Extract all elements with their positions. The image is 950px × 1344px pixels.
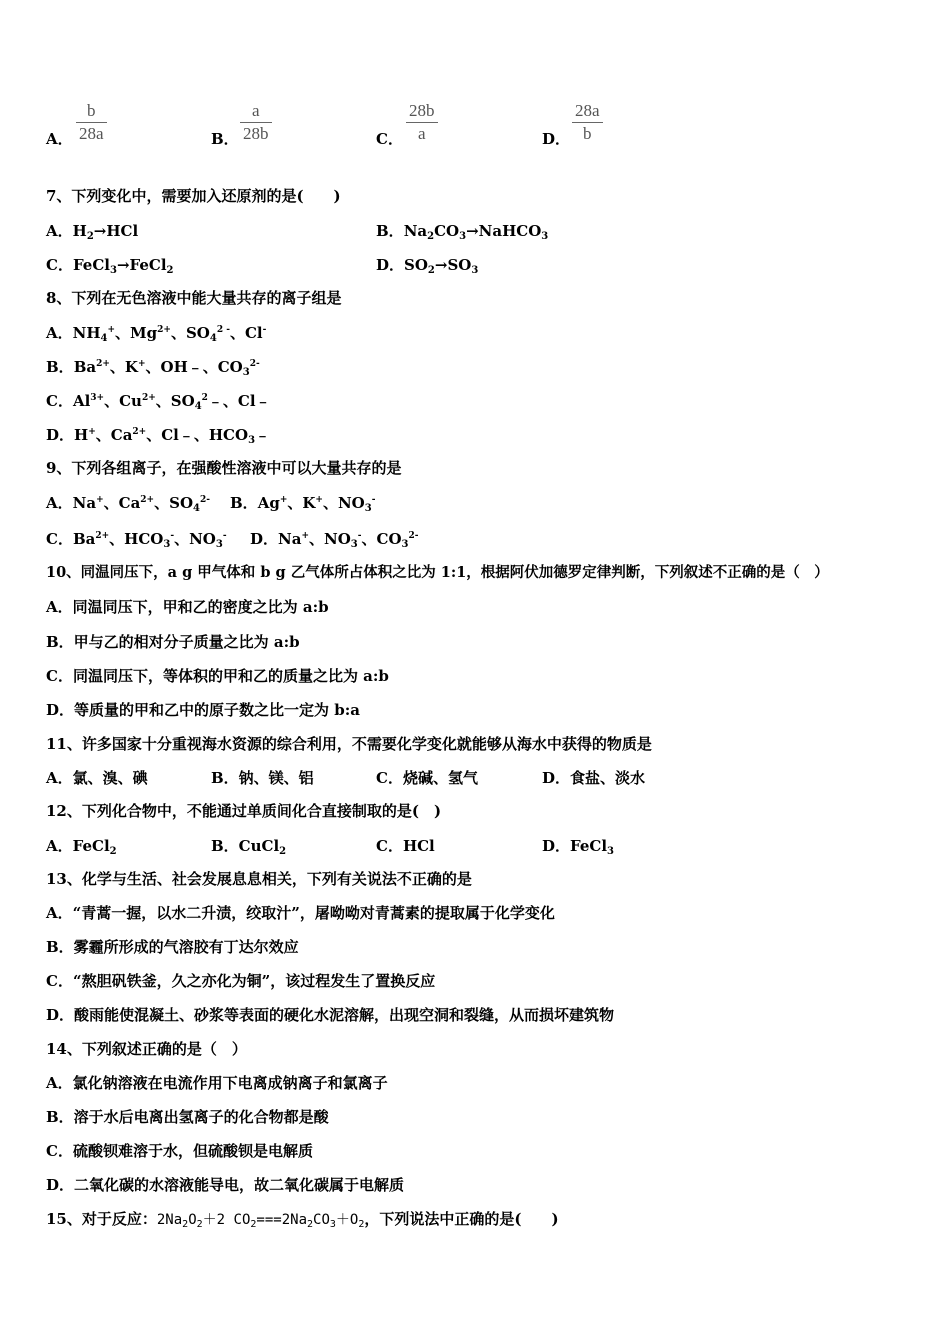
option-label: C．: [46, 530, 73, 548]
option-label: B．: [46, 358, 74, 376]
q6-b-denominator: 28b: [243, 124, 269, 143]
superscript: +: [107, 325, 116, 335]
subscript: 2: [109, 846, 117, 857]
option-label: B．: [230, 494, 258, 512]
subscript: 4: [194, 401, 202, 412]
option-label: A．: [46, 324, 73, 342]
q15-equation: [157, 1212, 365, 1228]
subscript: 3: [459, 231, 467, 242]
q14-stem: 14、下列叙述正确的是（ ）: [46, 1040, 247, 1058]
q6-d-denominator: b: [583, 124, 592, 143]
q8-stem: 8、下列在无色溶液中能大量共存的离子组是: [46, 289, 342, 307]
q6-d-numerator: 28a: [575, 101, 600, 120]
formula-part: Na: [72, 494, 97, 512]
superscript: -: [262, 325, 267, 335]
superscript: 2-: [249, 359, 260, 369]
q6-a-numerator: b: [87, 101, 96, 120]
superscript: +: [96, 495, 104, 505]
subscript: 3: [215, 539, 223, 550]
formula-part: 、HCO: [109, 530, 164, 548]
formula-part: ===2Na: [256, 1212, 307, 1228]
formula-part: 、Ca: [95, 426, 133, 444]
q14-option-c: C．硫酸钡难溶于水，但硫酸钡是电解质: [46, 1142, 313, 1160]
subscript: 3: [541, 231, 549, 242]
superscript: 2+: [141, 393, 156, 403]
formula-part: CO: [313, 1212, 330, 1228]
formula-part: 、NO: [174, 530, 216, 548]
q11-stem: 11、许多国家十分重视海水资源的综合利用，不需要化学变化就能够从海水中获得的物质是: [46, 735, 652, 753]
q11-option-c: C．烧碱、氢气: [376, 769, 478, 787]
formula-part: Ag: [257, 494, 280, 512]
superscript: 2+: [140, 495, 155, 505]
q8-option-a: [46, 322, 266, 343]
formula-part: →NaHCO: [466, 222, 542, 240]
q9-option-b: [230, 492, 375, 513]
q14-option-b: B．溶于水后电离出氢离子的化合物都是酸: [46, 1108, 329, 1126]
q13-option-a: A．“青蒿一握，以水二升渍，绞取汁”，屠呦呦对青蒿素的提取属于化学变化: [46, 904, 555, 922]
subscript: 3: [607, 846, 614, 857]
q11-option-b: B．钠、镁、铝: [211, 769, 314, 787]
q6-option-d-label: D．: [542, 130, 571, 148]
formula-part: 、NO: [322, 494, 365, 512]
option-label: D．: [250, 530, 279, 548]
q10-option-d: D．等质量的甲和乙中的原子数之比一定为 b:a: [46, 701, 360, 719]
superscript: 2+: [132, 427, 147, 437]
q6-option-a-fraction: [76, 100, 107, 145]
formula-part: Al: [72, 392, 91, 410]
q9-option-a: [46, 492, 210, 513]
subscript: 3: [401, 539, 409, 550]
superscript: +: [301, 531, 309, 541]
superscript: +: [88, 427, 96, 437]
q14-option-d: D．二氧化碳的水溶液能导电，故二氧化碳属于电解质: [46, 1176, 405, 1194]
subscript: 2: [427, 231, 435, 242]
formula-part: FeCl: [72, 256, 110, 274]
option-label: D．: [376, 256, 405, 274]
superscript: +: [279, 495, 288, 505]
q10-option-a: A．同温同压下，甲和乙的密度之比为 a:b: [46, 598, 329, 616]
q7-option-c: [46, 254, 173, 275]
q7-stem: 7、下列变化中，需要加入还原剂的是( ): [46, 187, 341, 205]
q13-stem: 13、化学与生活、社会发展息息相关，下列有关说法不正确的是: [46, 870, 472, 888]
subscript: 3: [248, 435, 256, 446]
q14-option-a: A．氯化钠溶液在电流作用下电离成钠离子和氯离子: [46, 1074, 388, 1092]
q11-option-d: D．食盐、淡水: [542, 769, 646, 787]
formula-part: 、SO: [154, 494, 194, 512]
subscript: 2: [427, 265, 435, 276]
q9-option-c: [46, 528, 227, 549]
q9-option-d: [250, 528, 418, 549]
q6-b-numerator: a: [251, 101, 260, 120]
q12-option-d: [542, 835, 614, 856]
formula-part: Na: [278, 530, 302, 548]
option-label: B．: [376, 222, 404, 240]
subscript: 2: [182, 1219, 189, 1230]
formula-part: 、K: [287, 494, 316, 512]
formula-part: 、K: [109, 358, 138, 376]
superscript: 2: [201, 393, 208, 403]
formula-part: NH: [72, 324, 101, 342]
q12-option-a: [46, 835, 117, 856]
subscript: 4: [100, 333, 108, 344]
q9-stem: 9、下列各组离子，在强酸性溶液中可以大量共存的是: [46, 459, 402, 477]
superscript: -: [170, 531, 175, 541]
subscript: 2: [358, 1219, 365, 1230]
subscript: 4: [209, 333, 217, 344]
q8-option-d: [46, 424, 270, 445]
subscript: 3: [109, 265, 117, 276]
option-label: A．: [46, 222, 73, 240]
subscript: 2: [307, 1219, 314, 1230]
subscript: 3: [471, 265, 479, 276]
superscript: 2-: [199, 495, 210, 505]
formula-part: ＋2 CO: [202, 1212, 251, 1228]
formula-part: CO: [434, 222, 460, 240]
q6-option-a-label: A．: [46, 130, 73, 148]
q12-option-b: [211, 835, 286, 856]
formula-part: Na: [403, 222, 428, 240]
option-label: A．: [46, 494, 73, 512]
subscript: 3: [163, 539, 171, 550]
q7-option-a: [46, 220, 138, 241]
formula-part: →SO: [434, 256, 472, 274]
superscript: +: [137, 359, 146, 369]
q6-c-denominator: a: [417, 124, 426, 143]
superscript: 2+: [95, 531, 110, 541]
formula-part: →FeCl: [116, 256, 167, 274]
subscript: 3: [242, 367, 250, 378]
q13-option-b: B．雾霾所形成的气溶胶有丁达尔效应: [46, 938, 299, 956]
formula-part: B．CuCl: [211, 837, 280, 855]
q6-option-b-fraction: [240, 100, 272, 145]
q10-stem: 10、同温同压下，a g 甲气体和 b g 乙气体所占体积之比为 1:1，根据阿伏加德罗定律判断，下列叙述不正确的是（ ）: [46, 564, 829, 581]
q6-a-denominator: 28a: [79, 124, 104, 143]
option-label: C．: [46, 392, 73, 410]
q8-option-b: [46, 356, 260, 377]
formula-part: H: [72, 222, 87, 240]
superscript: 2-: [408, 531, 419, 541]
q10-option-c: C．同温同压下，等体积的甲和乙的质量之比为 a:b: [46, 667, 389, 685]
superscript: 2 -: [216, 325, 230, 335]
superscript: 2+: [96, 359, 110, 369]
subscript: 2: [279, 846, 287, 857]
formula-part: 、OH﹣、CO: [145, 358, 243, 376]
q8-option-c: [46, 390, 271, 411]
formula-part: 、SO: [155, 392, 195, 410]
q6-option-d-fraction: [572, 100, 603, 145]
formula-part: ﹣: [255, 426, 271, 444]
q6-option-c-label: C．: [376, 130, 403, 148]
formula-part: 、Cl: [229, 324, 263, 342]
formula-part: 2Na: [156, 1212, 183, 1228]
formula-part: D．FeCl: [542, 837, 608, 855]
formula-part: SO: [404, 256, 428, 274]
formula-part: A．FeCl: [46, 837, 110, 855]
superscript: -: [222, 531, 227, 541]
superscript: 3+: [90, 393, 105, 403]
formula-part: ＋O: [335, 1212, 359, 1228]
subscript: 3: [364, 503, 372, 514]
formula-part: →HCl: [93, 222, 139, 240]
formula-part: 、CO: [361, 530, 402, 548]
formula-part: 、SO: [170, 324, 210, 342]
formula-part: H: [74, 426, 89, 444]
subscript: 2: [196, 1219, 203, 1230]
subscript: 2: [86, 231, 94, 242]
formula-part: 、Cu: [104, 392, 142, 410]
q13-option-d: D．酸雨能使混凝土、砂浆等表面的硬化水泥溶解，出现空洞和裂缝，从而损坏建筑物: [46, 1006, 615, 1024]
q6-c-numerator: 28b: [409, 101, 435, 120]
q15-stem: [46, 1209, 559, 1230]
q13-option-c: C．“熬胆矾铁釜，久之亦化为铜”，该过程发生了置换反应: [46, 972, 436, 990]
superscript: -: [371, 495, 376, 505]
formula-part: Ba: [72, 530, 96, 548]
q11-option-a: A．氯、溴、碘: [46, 769, 148, 787]
subscript: 2: [166, 265, 174, 276]
formula-part: ﹣、Cl﹣: [207, 392, 271, 410]
formula-part: 、NO: [309, 530, 351, 548]
q6-option-c-fraction: [406, 100, 438, 145]
q12-option-c: C．HCl: [376, 837, 435, 855]
q7-option-d: [376, 254, 478, 275]
subscript: 3: [329, 1219, 336, 1230]
superscript: 2+: [157, 325, 171, 335]
subscript: 2: [250, 1219, 257, 1230]
q15-suffix: ，下列说法中正确的是( ): [364, 1210, 559, 1228]
formula-part: O: [188, 1212, 197, 1228]
q12-stem: 12、下列化合物中，不能通过单质间化合直接制取的是( ): [46, 802, 442, 820]
option-label: C．: [46, 256, 73, 274]
formula-part: 、Mg: [115, 324, 158, 342]
formula-part: 、Ca: [103, 494, 141, 512]
q10-option-b: B．甲与乙的相对分子质量之比为 a:b: [46, 633, 300, 651]
q7-option-b: [376, 220, 548, 241]
subscript: 4: [193, 503, 200, 514]
superscript: -: [357, 531, 362, 541]
subscript: 3: [350, 539, 358, 550]
q15-prefix: 15、对于反应：: [46, 1210, 157, 1228]
q6-option-b-label: B．: [211, 130, 239, 148]
superscript: +: [315, 495, 323, 505]
formula-part: Ba: [73, 358, 97, 376]
option-label: D．: [46, 426, 75, 444]
formula-part: 、Cl﹣、HCO: [146, 426, 249, 444]
